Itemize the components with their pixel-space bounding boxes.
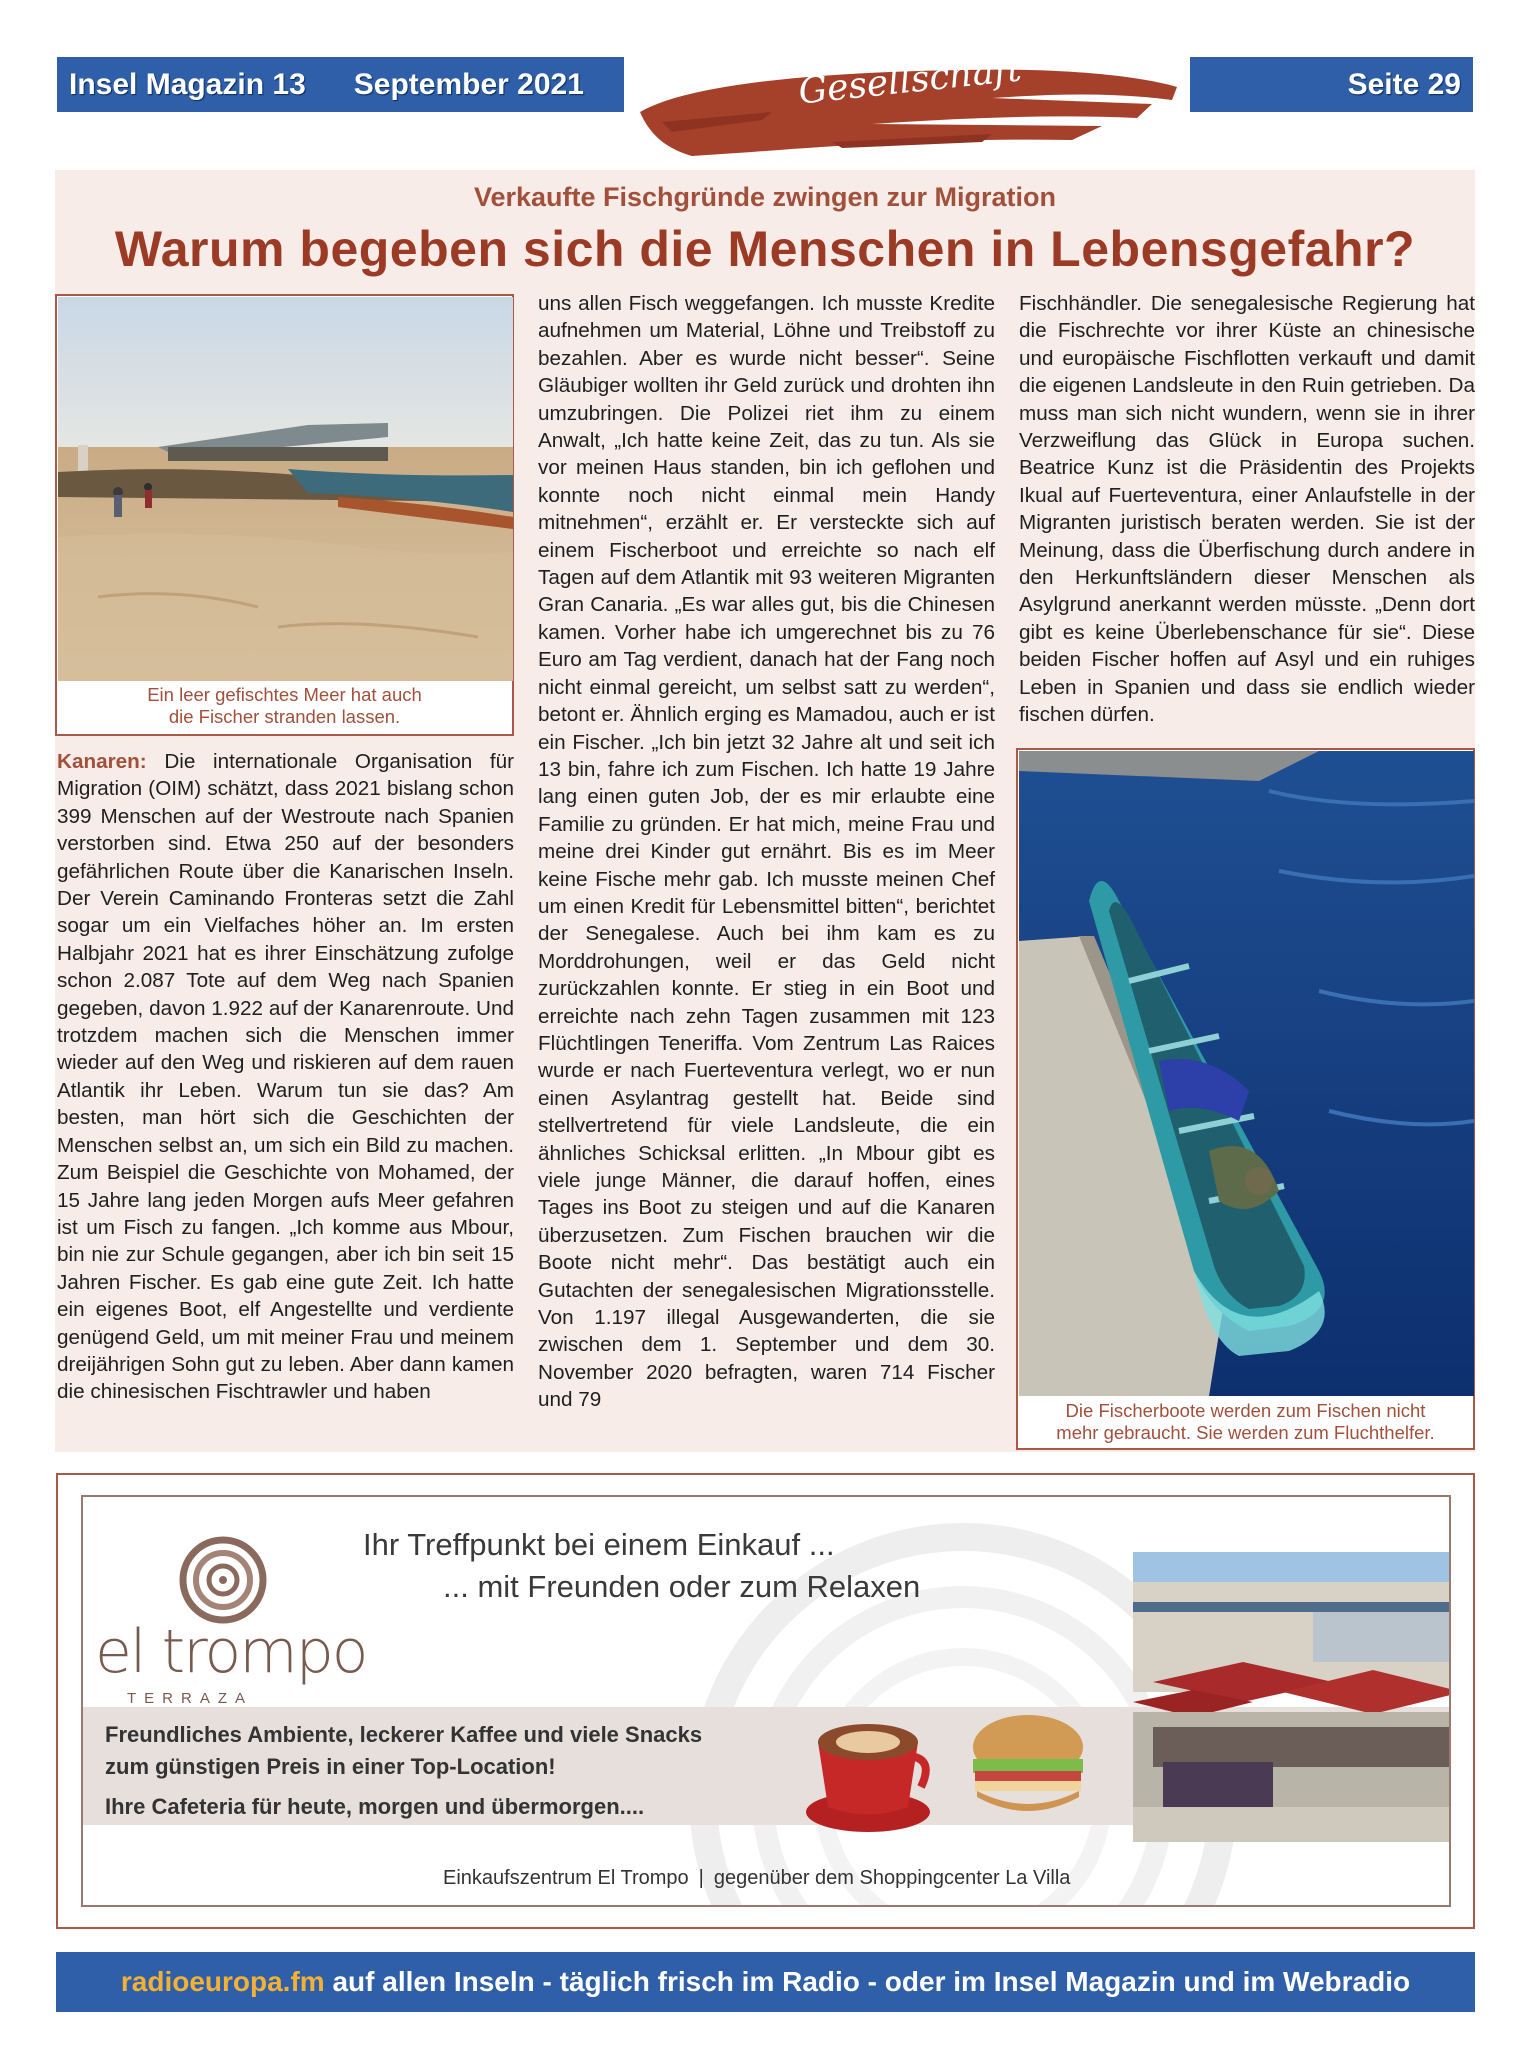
caption-line: die Fischer stranden lassen.	[168, 706, 401, 727]
section-label: Gesellschaft	[796, 48, 1024, 113]
photo-beach-caption	[57, 684, 512, 728]
beach-photo	[58, 297, 513, 681]
photo-boat-frame	[1016, 748, 1475, 1450]
magazine-title: Insel Magazin 13	[69, 67, 306, 101]
photo-beach-frame	[55, 294, 514, 736]
column-text: Fischhändler. Die senegalesische Regierung hat die Fischrechte vor ihrer Küste an chinesische und europäische Fischflotten verkauft und damit die eigenen Landsleute in den Ruin getrieben. Da muss man sich nicht wundern, wenn sie in ihrer Verzweiflung das Glück in Europa suchen. Beatrice Kunz ist die Präsidentin des Projekts Ikual auf Fuerteventura, einer Anlaufstelle in der Migranten juristisch beraten werden. Sie ist der Meinung, dass die Überfischung durch andere in den Herkunftsländern dieser Menschen als Asylgrund anerkannt werden müsste. „Denn dort gibt es keine Überlebenschance für sie“. Diese beiden Fischer hoffen auf Asyl und ein ruhiges Leben in Spanien und dass sie endlich wieder fischen dürfen.	[1019, 292, 1475, 727]
ad-footer-separator: |	[698, 1867, 704, 1889]
spiral-logo-icon	[178, 1535, 268, 1625]
ad-headline-2: ... mit Freunden oder zum Relaxen	[443, 1569, 921, 1604]
footer-text: auf allen Inseln - täglich frisch im Radio - oder im Insel Magazin und im Webradio	[324, 1966, 1411, 1997]
ad-headline-1: Ihr Treffpunkt bei einem Einkauf ...	[363, 1527, 835, 1562]
article-column-2	[538, 290, 995, 1414]
article-headline: Warum begeben sich die Menschen in Lebensgefahr?	[114, 221, 1416, 277]
footer-brand-link[interactable]: radioeuropa.fm	[120, 1966, 325, 1997]
ad-text-3: Ihre Cafeteria für heute, morgen und übermorgen....	[105, 1794, 645, 1819]
page-number: Seite 29	[1347, 67, 1461, 101]
article-column-3	[1019, 290, 1475, 729]
article-column-1	[57, 748, 514, 1406]
ad-text-2: zum günstigen Preis in einer Top-Location!	[105, 1754, 556, 1779]
header-right-bar	[1190, 57, 1473, 112]
caption-line: Die Fischerboote werden zum Fischen nicht	[1065, 1400, 1426, 1421]
boat-photo	[1019, 751, 1474, 1396]
photo-boat-caption	[1018, 1400, 1473, 1444]
column-text: uns allen Fisch weggefangen. Ich musste Kredite aufnehmen um Material, Löhne und Treibstoff zu bezahlen. Aber es wurde nicht besser“. Seine Gläubiger wollten ihr Geld zurück und drohten ihn umzubringen. Die Polizei riet ihm zu einem Anwalt, „Ich hatte keine Zeit, das zu tun. Als sie vor meinen Haus standen, bin ich geflohen und konnte noch nicht einmal mein Handy mitnehmen“, erzählt er. Er versteckte sich auf einem Fischerboot und erreichte so nach elf Tagen auf dem Atlantik mit 93 weiteren Migranten Gran Canaria. „Es war alles gut, bis die Chinesen kamen. Vorher habe ich umgerechnet bis zu 76 Euro am Tag verdient, danach hat der Fang noch nicht einmal gereicht, um selbst satt zu werden“, betont er. Ähnlich erging es Mamadou, auch er ist ein Fischer. „Ich bin jetzt 32 Jahre alt und seit ich 13 bin, fahre ich zum Fischen. Ich hatte 19 Jahre lang einen guten Job, der es mir erlaubte eine Familie zu gründen. Er hat mich, meine Frau und meine drei Kinder gut ernährt. Bis es im Meer keine Fische mehr gab. Ich musste meinen Chef um einen Kredit für Lebensmittel bitten“, berichtet der Senegalese. Auch bei ihm kam es zu Morddrohungen, weil er das Geld nicht zurückzahlen konnte. Er stieg in ein Boot und erreichte nach zehn Tagen zusammen mit 123 Flüchtlingen Teneriffa. Vom Zentrum Las Raices wurde er nach Fuerteventura verlegt, wo er nun einen Asylantrag gestellt hat. Beide sind stellvertretend für viele Landsleute, die ein ähnliches Schicksal erlitten. „In Mbour gibt es viele junge Männer, die darauf hoffen, eines Tages ins Boot zu steigen und auf die Kanaren überzusetzen. Zum Fischen brauchen wir die Boote nicht mehr“. Das bestätigt auch ein Gutachten der senegalesischen Migrationsstelle. Von 1.197 illegal Ausgewanderten, die sie zwischen dem 1. September und dem 30. November 2020 befragten, waren 714 Fischer und 79	[538, 292, 995, 1412]
ad-inner-frame	[81, 1495, 1451, 1907]
ad-footer	[443, 1867, 1070, 1890]
header-left-bar	[57, 57, 624, 112]
ad-footer-directions: gegenüber dem Shoppingcenter La Villa	[713, 1867, 1071, 1889]
terrace-photo	[1133, 1552, 1451, 1842]
coffee-cup-image	[803, 1697, 933, 1837]
sandwich-image	[963, 1697, 1093, 1837]
caption-line: Ein leer gefischtes Meer hat auch	[147, 684, 422, 705]
article-box	[55, 170, 1475, 1452]
logo-subtitle: TERRAZA	[127, 1690, 254, 1707]
logo-name: el trompo	[95, 1617, 367, 1687]
lead-label: Kanaren:	[57, 750, 147, 773]
column-text: Die internationale Organisation für Migration (OIM) schätzt, dass 2021 bislang schon 399 Menschen auf der Westroute nach Spanien verstorben sind. Etwa 250 auf der besonders gefährlichen Route über die Kanarischen Inseln. Der Verein Caminando Fronteras setzt die Zahl sogar um ein Vielfaches höher an. Im ersten Halbjahr 2021 hat es ihrer Einschätzung zufolge schon 2.087 Tote auf dem Weg nach Spanien gegeben, davon 1.922 auf der Kanarenroute. Und trotzdem machen sich die Menschen immer wieder auf den Weg und riskieren auf dem rauen Atlantik ihr Leben. Warum tun sie das? Am besten, man hört sich die Geschichten der Menschen selbst an, um sich ein Bild zu machen. Zum Beispiel die Geschichte von Mohamed, der 15 Jahre lang jeden Morgen aufs Meer gefahren ist um Fisch zu fangen. „Ich komme aus Mbour, bin nie zur Schule gegangen, aber ich bin seit 15 Jahren Fischer. Es gab eine gute Zeit. Ich hatte ein eigenes Boot, elf Angestellte und verdiente genügend Geld, um mit meiner Frau und meinem dreijährigen Sohn gut zu leben. Aber dann kamen die chinesischen Fischtrawler und haben	[57, 750, 514, 1404]
ad-footer-location: Einkaufszentrum El Trompo	[443, 1867, 689, 1889]
advertisement[interactable]	[56, 1473, 1475, 1929]
article-kicker: Verkaufte Fischgründe zwingen zur Migration	[473, 182, 1057, 212]
caption-line: mehr gebraucht. Sie werden zum Fluchthelfer.	[1056, 1422, 1435, 1443]
issue-date: September 2021	[353, 67, 584, 101]
ad-text-1: Freundliches Ambiente, leckerer Kaffee und viele Snacks	[105, 1722, 703, 1747]
footer-bar	[56, 1952, 1475, 2012]
